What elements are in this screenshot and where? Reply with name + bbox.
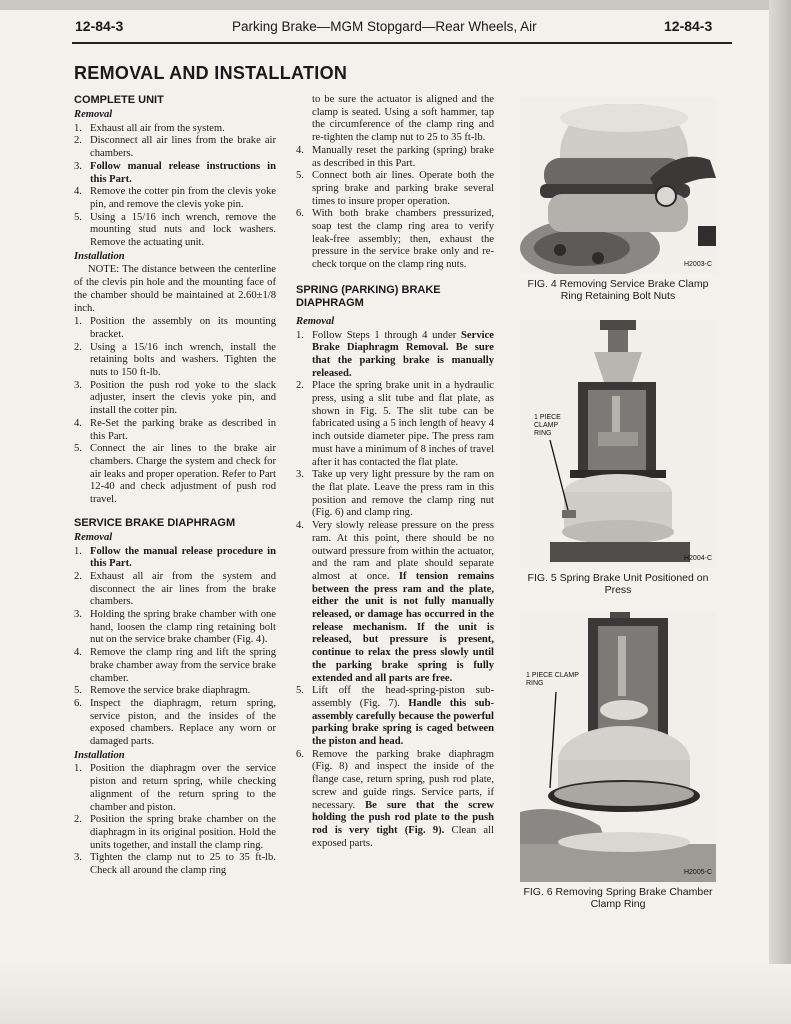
list-item: 3. Tighten the clamp nut to 25 to 35 ft-lb. Check all around the clamp ring [74,852,276,877]
list-item: 3. Position the push rod yoke to the slack adjuster, insert the clevis yoke pin, and install the cotter pin. [74,379,276,417]
callout-label: 1 PIECE CLAMP RING [526,672,579,687]
spring-brake-removal-steps [296,330,494,851]
list-item: 2. Using a 15/16 inch wrench, install the retaining bolts and washers. Tighten the nuts to 150 ft-lb. [74,341,276,379]
list-item: 6. Remove the parking brake diaphragm (Fig. 8) and inspect the inside of the flange case, return spring, push rod plate, screw and guide rings. Service parts, if necessary. Be sure that the screw holding the push rod plate to the push rod is very tight (Fig. 9). Clean all exposed parts. [296,748,494,849]
figure-4-caption: FIG. 4 Removing Service Brake Clamp Ring Retaining Bolt Nuts [527,278,709,302]
figure-5-caption: FIG. 5 Spring Brake Unit Positioned on Press [527,572,709,596]
page-title: REMOVAL AND INSTALLATION [74,63,348,83]
spring-brake-illustration [520,612,716,882]
list-item: 4. Very slowly release pressure on the press ram. At this point, there should be no outward pressure from within the actuator, and the ram and plate should separate almost at once. If tension remains between the press ram and the plate, either the unit is not fully manually released, or damage has occurred in the release mechanism. If the unit is released, but pressure is present, continue to relax the press slowly until the parking brake spring is fully extended and all parts are free. [296,520,494,684]
list-item: 4. Manually reset the parking (spring) brake as described in this Part. [296,144,494,169]
list-item: 3. Take up very light pressure by the ram on the flat plate. Leave the press ram in this position and remove the clamp ring nut (Fig. 6) and clamp ring. [296,469,494,519]
press-illustration [520,320,716,568]
list-item: 6. With both brake chambers pressurized, soap test the clamp ring area to verify leak-free assembly; then, exhaust the pressure in the service brake only and re-check torque on the clamp ring nuts. [296,208,494,271]
list-item: 5. Remove the service brake diaphragm. [74,685,251,697]
installation-note: NOTE: The distance between the centerline of the clevis pin hole and the mounting face of the chamber should be maintained at 2.60±1/8 inch. [74,264,276,314]
list-item: 1. Position the diaphragm over the service piston and return spring, while checking alignment of the return spring to the chamber and piston. [74,763,276,813]
list-item: 2. Exhaust all air from the system and disconnect the air lines from the brake chambers. [74,570,276,608]
continued-text: to be sure the actuator is aligned and the clamp is seated. Using a soft hammer, tap the circumference of the clamp ring and re-tighten the clamp nut to 25 to 35 ft-lb. [312,94,494,144]
list-item: 5. Connect both air lines. Operate both the spring brake and parking brake several times to insure proper operation. [296,170,494,207]
list-item: 4. Remove the clamp ring and lift the spring brake chamber away from the service brake chamber. [74,647,276,684]
section-heading-service-brake: SERVICE BRAKE DIAPHRAGM [74,516,236,529]
running-header: Parking Brake—MGM Stopgard—Rear Wheels, Air [232,19,537,34]
list-item: 1. Follow Steps 1 through 4 under Service Brake Diaphragm Removal. Be sure that the parking brake is manually released. [296,329,494,379]
figure-5-photo [520,320,716,568]
list-item: 3. Holding the spring brake chamber with one hand, loosen the clamp ring retaining bolt nut on the service brake chamber (Fig. 4). [74,609,276,646]
list-item: 2. Disconnect all air lines from the brake air chambers. [74,135,276,160]
complete-unit-removal-steps [74,123,276,250]
subheading-removal: Removal [296,315,335,327]
column-2 [296,94,494,850]
figure-6-caption: FIG. 6 Removing Spring Brake Chamber Clamp Ring [523,886,713,910]
scan-top-edge [0,0,791,10]
list-item: 4. Remove the cotter pin from the clevis yoke pin, and remove the clevis yoke pin. [74,186,276,210]
scan-bottom-edge [0,964,791,1024]
list-item: 5. Using a 15/16 inch wrench, remove the mounting stud nuts and lock washers. Remove the actuating unit. [74,211,276,249]
list-item: 2. Position the spring brake chamber on the diaphragm in its original position. Hold the units together, and install the clamp ring. [74,814,276,851]
subheading-installation: Installation [74,749,125,761]
callout-label: 1 PIECE CLAMP RING [534,414,561,437]
list-item: 1. Exhaust all air from the system. [74,122,225,134]
service-brake-installation-steps-continued [296,145,494,272]
list-item: 1. Position the assembly on its mounting bracket. [74,316,276,340]
service-brake-removal-steps [74,546,276,749]
subheading-removal: Removal [74,109,113,120]
figure-6-photo [520,612,716,882]
brake-chamber-illustration [520,98,716,274]
header-rule [72,42,732,44]
list-item: 5. Connect the air lines to the brake air chambers. Charge the system and check for air leaks and proper operation. Refer to Part 12-40 and check adjustment of push rod travel. [74,443,276,506]
complete-unit-installation-steps [74,316,276,507]
section-heading-spring-brake: SPRING (PARKING) BRAKE DIAPHRAGM [296,283,441,309]
section-heading-complete-unit: COMPLETE UNIT [74,94,164,106]
subheading-removal: Removal [74,531,113,543]
list-item: 4. Re-Set the parking brake as described in this Part. [74,417,276,442]
service-brake-installation-steps [74,763,276,877]
column-1 [74,94,276,878]
list-item: 5. Lift off the head-spring-piston sub-assembly (Fig. 7). Handle this sub-assembly carefully because the powerful parking brake spring is caged between the piston and head. [296,685,494,748]
figure-code: H2003-C [683,261,712,269]
figure-code: H2004-C [683,555,712,563]
column-3-figures [520,98,716,910]
list-item: 2. Place the spring brake unit in a hydraulic press, using a slit tube and flat plate, as shown in Fig. 5. The slit tube can be fabricated using a 5 inch length of heavy 4 inch outside diameter pipe. The press ram must have a minimum of 8 inches of travel after it has contacted the flat plate. [296,380,494,468]
list-item: 3. Follow manual release instructions in this Part. [74,160,276,185]
subheading-installation: Installation [74,250,125,262]
list-item: 6. Inspect the diaphragm, return spring, service piston, and the insides of the exposed chambers. Replace any worn or damaged parts. [74,697,276,748]
list-item: 1. Follow the manual release procedure in this Part. [74,545,276,570]
scan-right-edge [769,0,791,1024]
figure-4-photo [520,98,716,274]
figure-code: H2005-C [683,869,712,877]
page-number-left: 12-84-3 [75,18,124,34]
page-number-right: 12-84-3 [664,18,713,34]
